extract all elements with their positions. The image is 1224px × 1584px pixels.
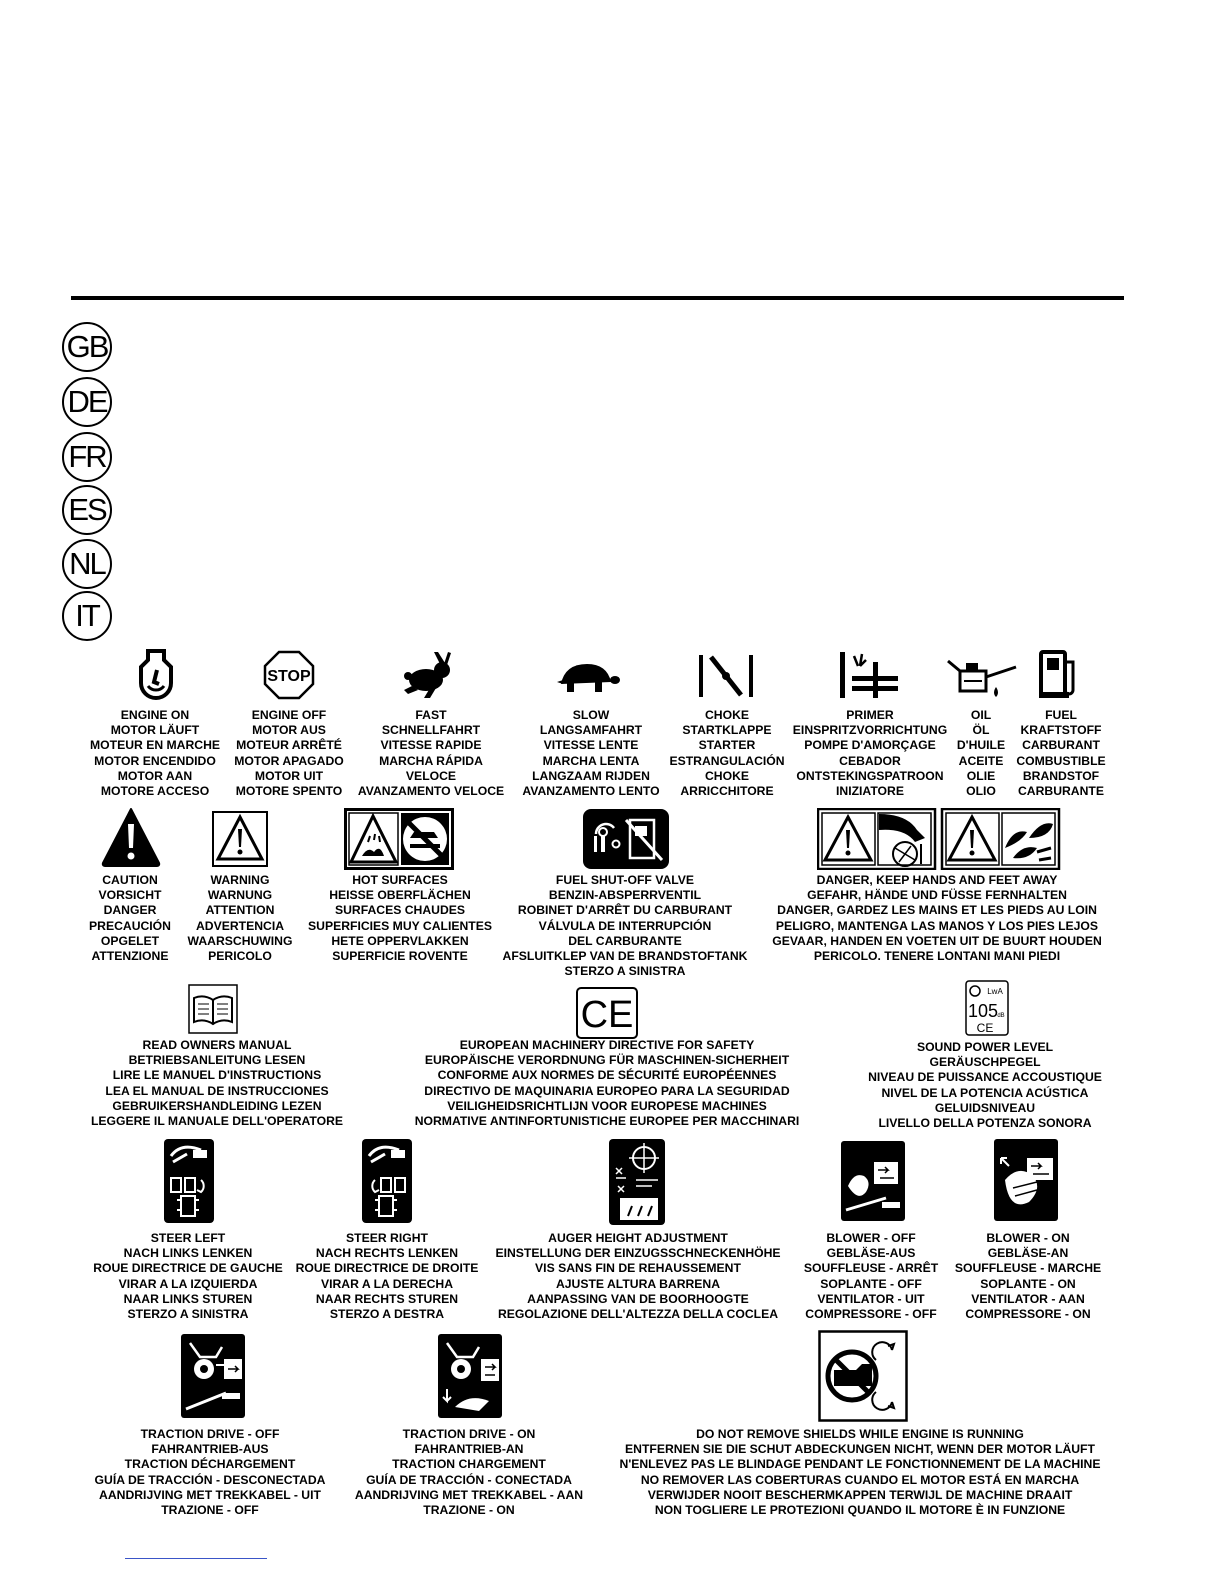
traction-on-icon	[437, 1333, 503, 1419]
keep-shields-icon	[818, 1330, 908, 1422]
svg-text:STOP: STOP	[267, 668, 311, 685]
lang-badge-nl: NL	[62, 539, 112, 589]
ce-caption: EUROPEAN MACHINERY DIRECTIVE FOR SAFETY EUROPÄISCHE VERORDNUNG FÜR MASCHINEN-SICHERHEIT CONFORME AUX NORMES DE SÉCURITÉ EUROPÉENNES DIRECTIVO DE MAQUINARIA EUROPEO PARA LA SEGURIDAD VEILIGHEIDSRICHTLIJN VOOR EUROPESE MACHINES NORMATIVE ANTINFORTUNISTICHE EUROPEE PER MACCHINARI	[414, 1038, 800, 1129]
traction-off-icon	[180, 1333, 246, 1419]
traction-off-caption: TRACTION DRIVE - OFF FAHRANTRIEB-AUS TRACTION DÉCHARGEMENT GUÍA DE TRACCIÓN - DESCONECTADA AANDRIJVING MET TREKKABEL - UIT TRAZIONE - OFF	[94, 1427, 326, 1518]
steer-left-caption: STEER LEFT NACH LINKS LENKEN ROUE DIRECTRICE DE GAUCHE VIRAR A LA IZQUIERDA NAAR LINKS STUREN STERZO A SINISTRA	[93, 1231, 283, 1322]
engine-off-caption: ENGINE OFF MOTOR AUS MOTEUR ARRÊTÉ MOTOR APAGADO MOTOR UIT MOTORE SPENTO	[234, 708, 344, 799]
svg-text:dB: dB	[997, 1013, 1005, 1019]
lang-badge-es: ES	[62, 485, 112, 535]
slow-caption: SLOW LANGSAMFAHRT VITESSE LENTE MARCHA LENTA LANGZAAM RIJDEN AVANZAMENTO LENTO	[522, 708, 660, 799]
lang-badge-gb: GB	[62, 322, 112, 372]
hot-surface-icon	[344, 808, 454, 870]
stop-sign-icon	[263, 650, 315, 700]
fuel-valve-caption: FUEL SHUT-OFF VALVE BENZIN-ABSPERRVENTIL ROBINET D'ARRÊT DU CARBURANT VÁLVULA DE INTERRUPCIÓN DEL CARBURANTE AFSLUITKLEP VAN DE BRANDSTOFTANK STERZO A SINISTRA	[502, 873, 748, 979]
sound-level-icon	[965, 980, 1009, 1036]
fast-caption: FAST SCHNELLFAHRT VITESSE RAPIDE MARCHA RÁPIDA VELOCE AVANZAMENTO VELOCE	[357, 708, 505, 799]
svg-text:CE: CE	[976, 1021, 994, 1035]
blower-on-caption: BLOWER - ON GEBLÄSE-AN SOUFFLEUSE - MARCHE SOPLANTE - ON VENTILATOR - AAN COMPRESSORE - ON	[954, 1231, 1102, 1322]
header-rule	[71, 296, 1124, 300]
primer-icon	[838, 650, 902, 700]
ce-mark-icon	[576, 987, 638, 1039]
steer-left-icon	[163, 1138, 215, 1224]
steer-right-caption: STEER RIGHT NACH RECHTS LENKEN ROUE DIRECTRICE DE DROITE VIRAR A LA DERECHA NAAR RECHTS STUREN STERZO A DESTRA	[295, 1231, 479, 1322]
rabbit-icon	[400, 650, 456, 700]
fuel-caption: FUEL KRAFTSTOFF CARBURANT COMBUSTIBLE BRANDSTOF CARBURANTE	[1016, 708, 1106, 799]
footer-link-underline	[125, 1558, 267, 1559]
turtle-icon	[555, 660, 621, 696]
shields-caption: DO NOT REMOVE SHIELDS WHILE ENGINE IS RUNNING ENTFERNEN SIE DIE SCHUT ABDECKUNGEN NICHT, WENN DER MOTOR LÄUFT N'ENLEVEZ PAS LE BLINDAGE PENDANT LE FONCTIONNEMENT DE LA MACHINE NO REMOVER LAS COBERTURAS CUANDO EL MOTOR ESTÁ EN MARCHA VERWIJDER NOOIT BESCHERMKAPPEN TERWIJL DE MACHINE DRAAIT NON TOGLIERE LE PROTEZIONI QUANDO IL MOTORE È IN FUNZIONE	[619, 1427, 1101, 1518]
manual-caption: READ OWNERS MANUAL BETRIEBSANLEITUNG LESEN LIRE LE MANUEL D'INSTRUCTIONS LEA EL MANUAL DE INSTRUCCIONES GEBRUIKERSHANDLEIDING LEZEN LEGGERE IL MANUALE DELL'OPERATORE	[90, 1038, 344, 1129]
sound-caption: SOUND POWER LEVEL GERÄUSCHPEGEL NIVEAU DE PUISSANCE ACCOUSTIQUE NIVEL DE LA POTENCIA ACÚSTICA GELUIDSNIVEAU LIVELLO DELLA POTENZA SONORA	[868, 1040, 1102, 1131]
caution-triangle-icon	[100, 806, 162, 868]
steer-right-icon	[361, 1138, 413, 1224]
fuel-pump-icon	[1037, 648, 1081, 700]
open-book-icon	[188, 984, 238, 1034]
engine-on-icon	[136, 648, 176, 700]
svg-text:CE: CE	[580, 994, 634, 1036]
danger-hands-caption: DANGER, KEEP HANDS AND FEET AWAY GEFAHR, HÄNDE UND FÜSSE FERNHALTEN DANGER, GARDEZ LES MAINS ET LES PIEDS AU LOIN PELIGRO, MANTENGA LAS MANOS Y LOS PIES LEJOS GEVAAR, HANDEN EN VOETEN UIT DE BUURT HOUDEN PERICOLO. TENERE LONTANI MANI PIEDI	[772, 873, 1102, 964]
primer-caption: PRIMER EINSPRITZVORRICHTUNG POMPE D'AMORÇAGE CEBADOR ONTSTEKINGSPATROON INIZIATORE	[792, 708, 948, 799]
blower-off-icon	[840, 1140, 906, 1222]
engine-on-caption: ENGINE ON MOTOR LÄUFT MOTEUR EN MARCHE MOTOR ENCENDIDO MOTOR AAN MOTORE ACCESO	[90, 708, 220, 799]
oil-can-icon	[946, 655, 1020, 699]
auger-caption: AUGER HEIGHT ADJUSTMENT EINSTELLUNG DER EINZUGSSCHNECKENHÖHE VIS SANS FIN DE REHAUSSEMENT AJUSTE ALTURA BARRENA AANPASSING VAN DE BOORHOOGTE REGOLAZIONE DELL'ALTEZZA DELLA COCLEA	[495, 1231, 781, 1322]
choke-caption: CHOKE STARTKLAPPE STARTER ESTRANGULACIÓN CHOKE ARRICCHITORE	[669, 708, 785, 799]
choke-icon	[697, 653, 757, 699]
svg-text:105: 105	[967, 1001, 999, 1021]
hot-surfaces-caption: HOT SURFACES HEISSE OBERFLÄCHEN SURFACES CHAUDES SUPERFICIES MUY CALIENTES HETE OPPERVLAKKEN SUPERFICIE ROVENTE	[308, 873, 492, 964]
auger-height-icon	[608, 1138, 666, 1226]
fuel-valve-icon	[582, 808, 670, 870]
lang-badge-fr: FR	[62, 432, 112, 482]
lang-badge-de: DE	[62, 377, 112, 427]
blower-on-icon	[993, 1138, 1059, 1222]
traction-on-caption: TRACTION DRIVE - ON FAHRANTRIEB-AN TRACTION CHARGEMENT GUÍA DE TRACCIÓN - CONECTADA AANDRIJVING MET TREKKABEL - AAN TRAZIONE - ON	[354, 1427, 584, 1518]
caution-caption: CAUTION VORSICHT DANGER PRECAUCIÓN OPGELET ATTENZIONE	[89, 873, 171, 964]
warning-triangle-icon	[212, 811, 268, 867]
oil-caption: OIL ÖL D'HUILE ACEITE OLIE OLIO	[956, 708, 1006, 799]
warning-caption: WARNING WARNUNG ATTENTION ADVERTENCIA WAARSCHUWING PERICOLO	[187, 873, 293, 964]
svg-text:LwA: LwA	[987, 987, 1003, 996]
keep-hands-away-icon	[817, 808, 1061, 870]
blower-off-caption: BLOWER - OFF GEBLÄSE-AUS SOUFFLEUSE - ARRÊT SOPLANTE - OFF VENTILATOR - UIT COMPRESSORE - OFF	[803, 1231, 939, 1322]
lang-badge-it: IT	[62, 591, 112, 641]
